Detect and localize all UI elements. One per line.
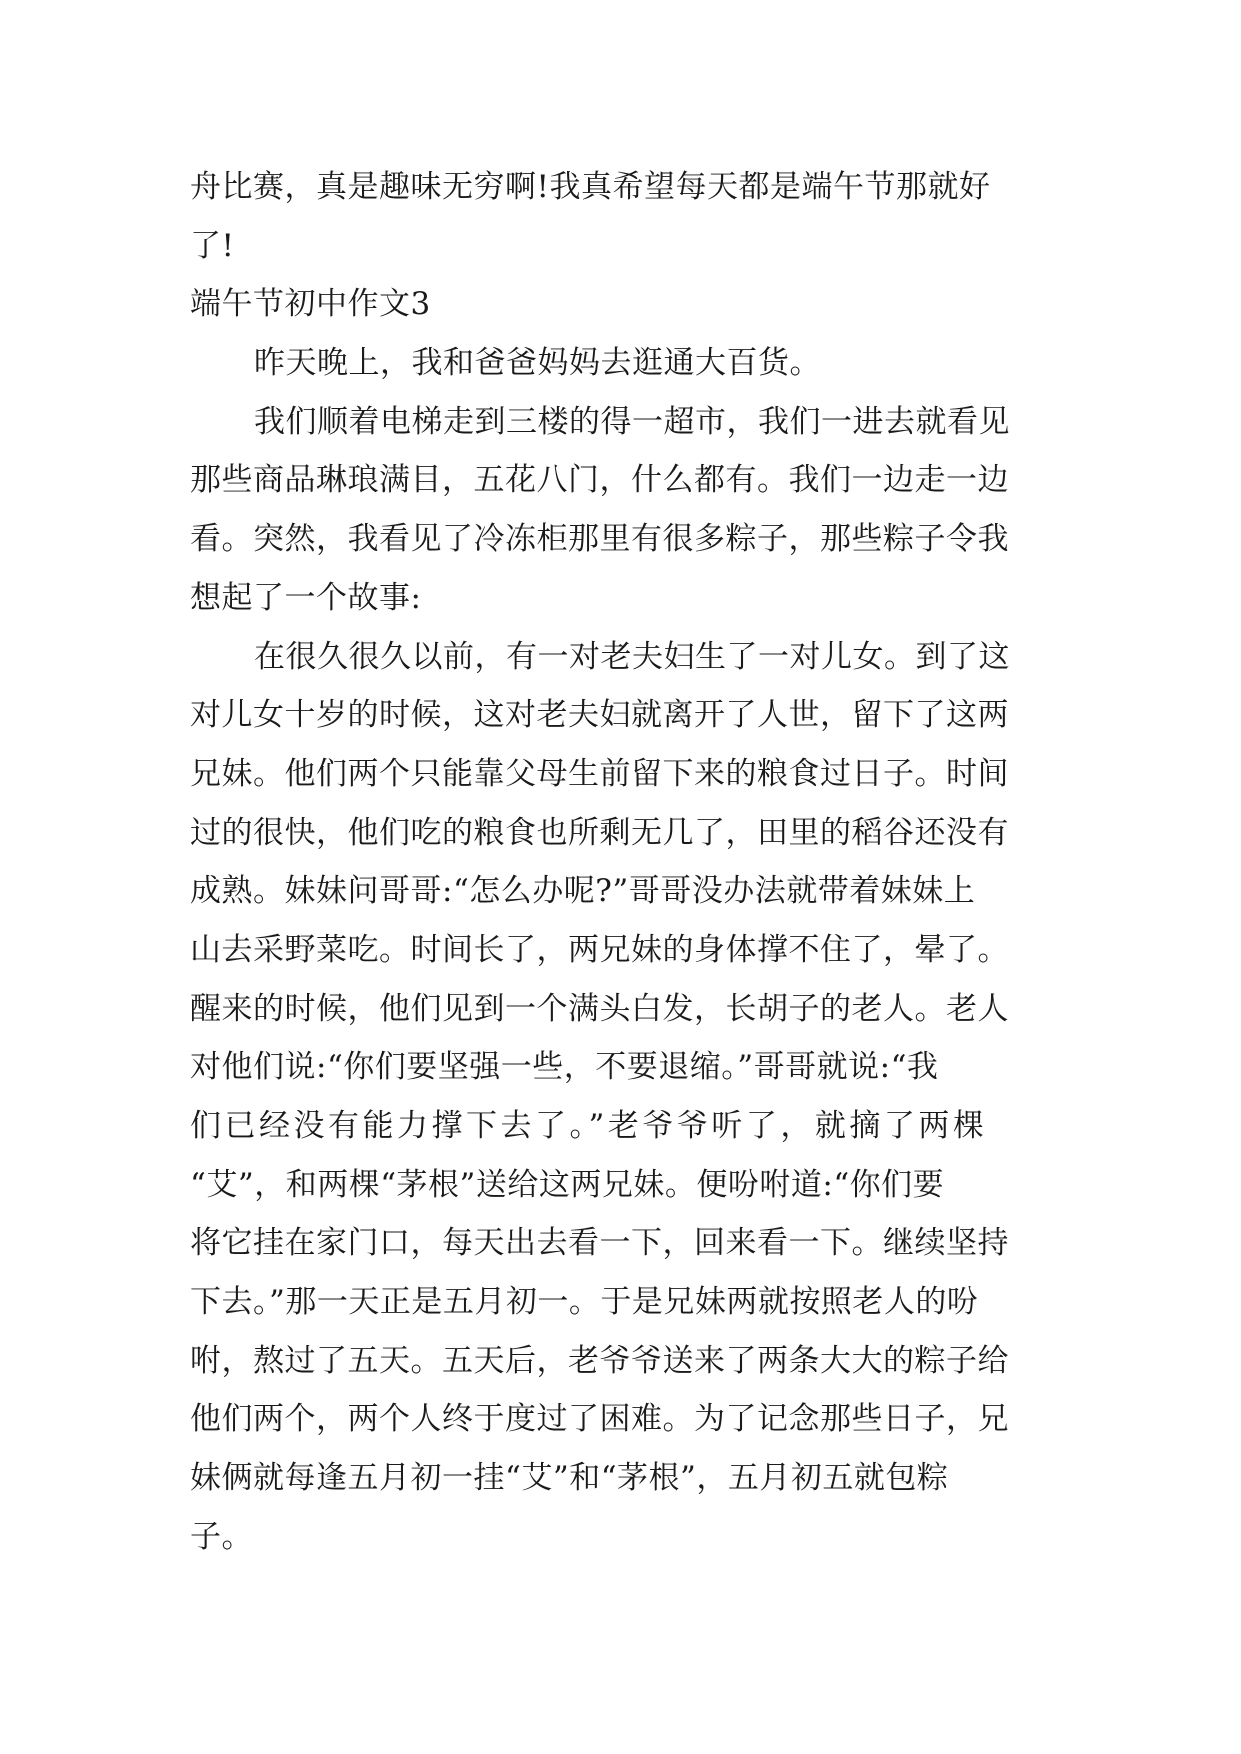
text-line: 舟比赛，真是趣味无穷啊!我真希望每天都是端午节那就好 bbox=[190, 169, 991, 205]
paragraph-line: 子。 bbox=[190, 1518, 253, 1555]
paragraph-line: 对他们说:“你们要坚强一些，不要退缩。”哥哥就说:“我 bbox=[190, 1049, 939, 1086]
paragraph-line: 咐，熬过了五天。五天后，老爷爷送来了两条大大的粽子给 bbox=[190, 1342, 1009, 1379]
paragraph-line: 妹俩就每逢五月初一挂“艾”和“茅根”，五月初五就包粽 bbox=[190, 1460, 949, 1497]
paragraph-line: 兄妹。他们两个只能靠父母生前留下来的粮食过日子。时间 bbox=[190, 755, 1009, 792]
section-heading: 端午节初中作文3 bbox=[190, 286, 431, 323]
document-body bbox=[190, 158, 1090, 1567]
paragraph-line: 醒来的时候，他们见到一个满头白发，长胡子的老人。老人 bbox=[190, 990, 1009, 1027]
paragraph-line: 那些商品琳琅满目，五花八门，什么都有。我们一边走一边 bbox=[190, 462, 1009, 499]
paragraph-line: 对儿女十岁的时候，这对老夫妇就离开了人世，留下了这两 bbox=[190, 697, 1009, 734]
paragraph-line: 山去采野菜吃。时间长了，两兄妹的身体撑不住了，晕了。 bbox=[190, 931, 1009, 968]
paragraph-line: 昨天晚上，我和爸爸妈妈去逛通大百货。 bbox=[254, 345, 821, 382]
paragraph-line: “艾”，和两棵“茅根”送给这两兄妹。便吩咐道:“你们要 bbox=[190, 1166, 945, 1203]
text-line: 了! bbox=[190, 227, 235, 264]
paragraph-line: 将它挂在家门口，每天出去看一下，回来看一下。继续坚持 bbox=[190, 1225, 1009, 1262]
paragraph-line: 过的很快，他们吃的粮食也所剩无几了，田里的稻谷还没有 bbox=[190, 814, 1009, 851]
paragraph-line: 看。突然，我看见了冷冻柜那里有很多粽子，那些粽子令我 bbox=[190, 521, 1009, 558]
paragraph-line: 们已经没有能力撑下去了。”老爷爷听了，就摘了两棵 bbox=[190, 1108, 988, 1144]
paragraph-line: 下去。”那一天正是五月初一。于是兄妹两就按照老人的吩 bbox=[190, 1284, 979, 1321]
paragraph-line: 想起了一个故事: bbox=[190, 579, 422, 616]
paragraph-line: 在很久很久以前，有一对老夫妇生了一对儿女。到了这 bbox=[254, 638, 1010, 675]
paragraph-line: 我们顺着电梯走到三楼的得一超市，我们一进去就看见 bbox=[254, 403, 1010, 440]
paragraph-line: 成熟。妹妹问哥哥:“怎么办呢?”哥哥没办法就带着妹妹上 bbox=[190, 873, 976, 910]
paragraph-line: 他们两个，两个人终于度过了困难。为了记念那些日子，兄 bbox=[190, 1401, 1009, 1438]
